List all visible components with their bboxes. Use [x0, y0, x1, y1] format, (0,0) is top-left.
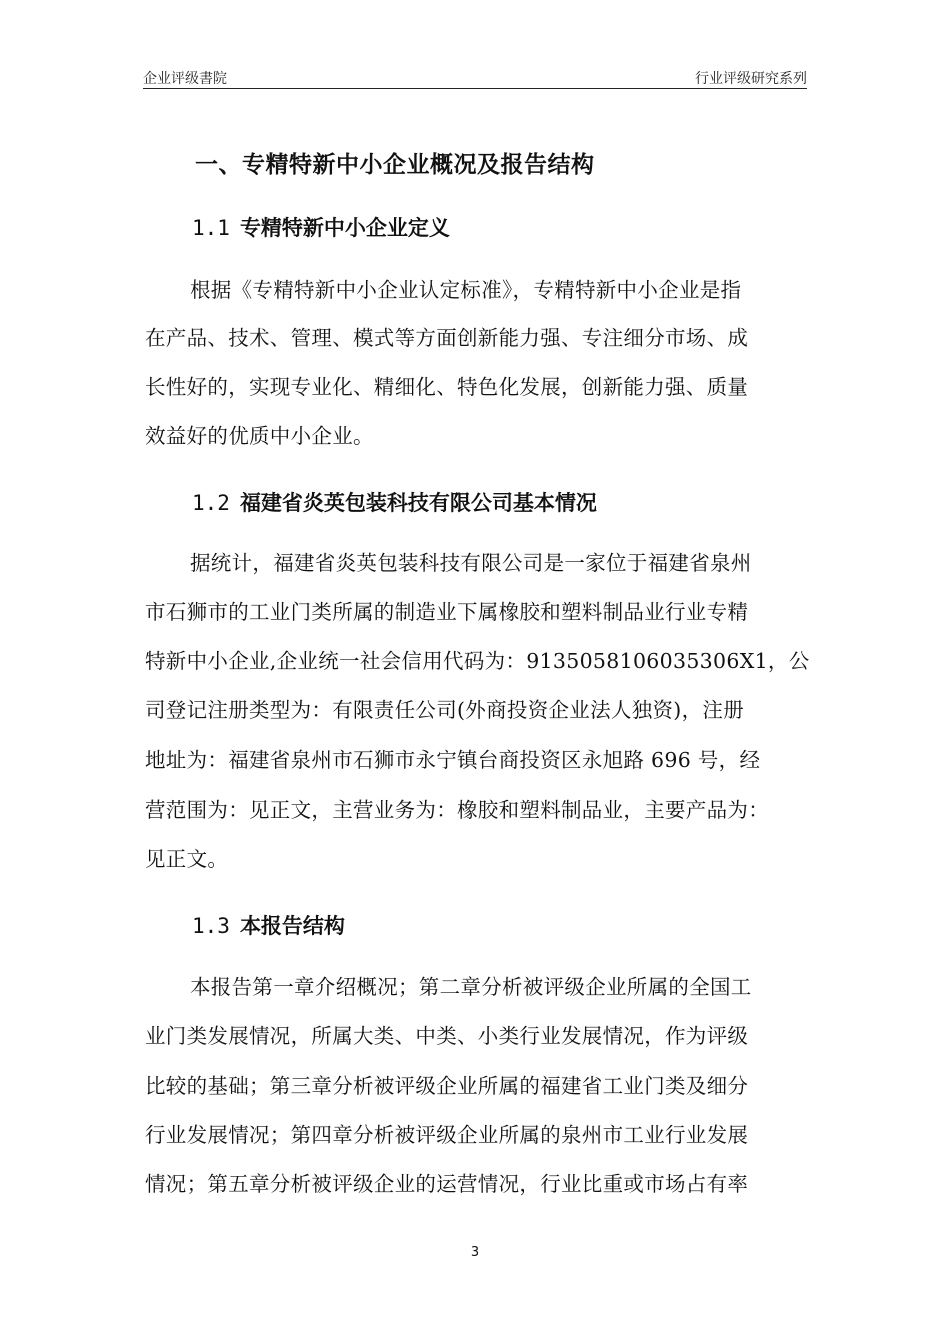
paragraph-line: 特新中小企业,企业统一社会信用代码为：9135058106035306X1，公 [145, 649, 810, 673]
paragraph-line: 情况；第五章分析被评级企业的运营情况，行业比重或市场占有率 [145, 1172, 749, 1196]
paragraph-line: 根据《专精特新中小企业认定标准》，专精特新中小企业是指 [190, 278, 742, 302]
subsection-heading-1-3 [192, 910, 345, 940]
page-number: 3 [470, 1245, 480, 1260]
paragraph-line: 长性好的，实现专业化、精细化、特色化发展，创新能力强、质量 [145, 375, 749, 399]
header-left-text: 企业评级書院 [143, 71, 227, 87]
paragraph-line: 据统计，福建省炎英包装科技有限公司是一家位于福建省泉州 [190, 551, 752, 575]
subsection-number: 1.1 [192, 216, 230, 240]
header-right-text: 行业评级研究系列 [695, 71, 807, 87]
paragraph-line: 见正文。 [145, 847, 229, 871]
subsection-number: 1.3 [192, 914, 230, 938]
paragraph-line: 在产品、技术、管理、模式等方面创新能力强、专注细分市场、成 [145, 326, 749, 350]
page-header [143, 66, 807, 89]
paragraph-line: 行业发展情况；第四章分析被评级企业所属的泉州市工业行业发展 [145, 1123, 749, 1147]
subsection-title: 本报告结构 [239, 914, 345, 938]
section-title: 一、专精特新中小企业概况及报告结构 [195, 152, 595, 178]
paragraph-line: 营范围为：见正文，主营业务为：橡胶和塑料制品业，主要产品为： [145, 798, 769, 822]
subsection-title: 专精特新中小企业定义 [239, 216, 450, 240]
paragraph-line: 地址为：福建省泉州市石狮市永宁镇台商投资区永旭路 696 号，经 [145, 748, 761, 772]
paragraph-line: 效益好的优质中小企业。 [145, 424, 374, 448]
subsection-number: 1.2 [192, 491, 230, 515]
paragraph-line: 司登记注册类型为：有限责任公司(外商投资企业法人独资)，注册 [145, 698, 744, 722]
subsection-heading-1-1 [192, 212, 450, 242]
paragraph-line: 市石狮市的工业门类所属的制造业下属橡胶和塑料制品业行业专精 [145, 600, 749, 624]
subsection-title: 福建省炎英包装科技有限公司基本情况 [239, 491, 597, 515]
paragraph-line: 比较的基础；第三章分析被评级企业所属的福建省工业门类及细分 [145, 1074, 749, 1098]
paragraph-line: 本报告第一章介绍概况；第二章分析被评级企业所属的全国工 [190, 975, 752, 999]
subsection-heading-1-2 [192, 487, 597, 517]
paragraph-line: 业门类发展情况，所属大类、中类、小类行业发展情况，作为评级 [145, 1024, 749, 1048]
